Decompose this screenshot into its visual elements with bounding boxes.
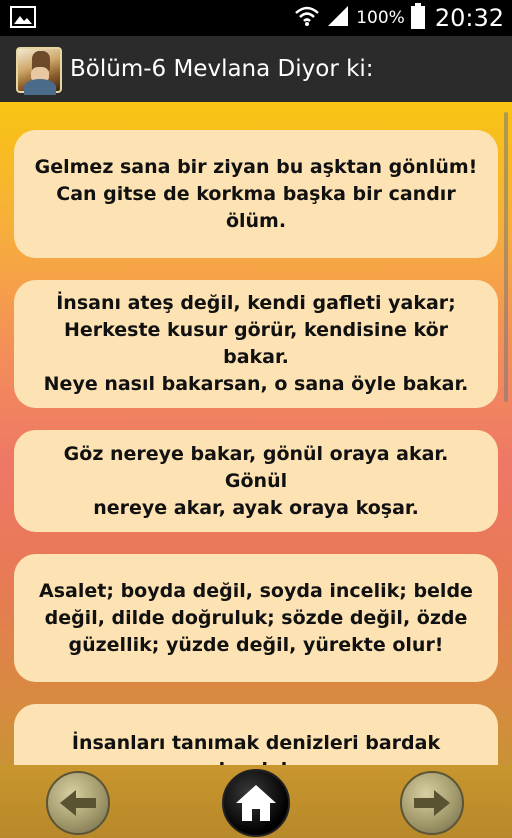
quote-line: Göz nereye bakar, gönül oraya akar. Gönül	[63, 442, 449, 492]
quote-card[interactable]	[14, 280, 498, 408]
quote-line: Gelmez sana bir ziyan bu aşktan gönlüm!	[34, 155, 478, 178]
status-icons	[294, 0, 504, 36]
quote-line: nereye akar, ayak oraya koşar.	[93, 496, 419, 519]
quote-line: Neye nasıl bakarsan, o sana öyle bakar.	[43, 373, 469, 395]
arrow-right-icon	[412, 788, 452, 818]
signal-icon	[326, 5, 350, 31]
image-icon	[10, 6, 36, 28]
quote-line: ölüm.	[225, 209, 287, 232]
quote-line: İnsanı ateş değil, kendi gafleti yakar;	[56, 292, 456, 314]
scrollbar[interactable]	[504, 112, 508, 402]
arrow-left-icon	[58, 788, 98, 818]
battery-percent: 100%	[356, 8, 405, 28]
quote-line: İnsanları tanımak denizleri bardak	[71, 732, 441, 754]
app-icon[interactable]	[16, 47, 62, 93]
battery-icon	[411, 3, 425, 33]
quote-card[interactable]	[14, 130, 498, 258]
quote-line: Asalet; boyda değil, soyda incelik; belde	[39, 579, 473, 602]
wifi-icon	[294, 5, 320, 31]
quote-line: değil, dilde doğruluk; sözde değil, özde	[44, 606, 468, 629]
bottom-nav	[0, 765, 512, 838]
quote-line: güzellik; yüzde değil, yürekte olur!	[68, 633, 444, 656]
status-bar	[0, 0, 512, 36]
quote-line: Herkeste kusur görür, kendisine kör bakar.	[63, 319, 449, 368]
home-icon	[234, 783, 278, 823]
home-button[interactable]	[222, 769, 290, 837]
forward-button[interactable]	[400, 771, 464, 835]
quote-card[interactable]	[14, 430, 498, 532]
quote-card[interactable]	[14, 554, 498, 682]
page-title: Bölüm-6 Mevlana Diyor ki:	[70, 56, 374, 82]
quote-line: Can gitse de korkma başka bir candır	[56, 182, 456, 205]
action-bar	[0, 36, 512, 102]
quote-list[interactable]	[0, 102, 512, 765]
back-button[interactable]	[46, 771, 110, 835]
clock: 20:32	[434, 4, 504, 32]
